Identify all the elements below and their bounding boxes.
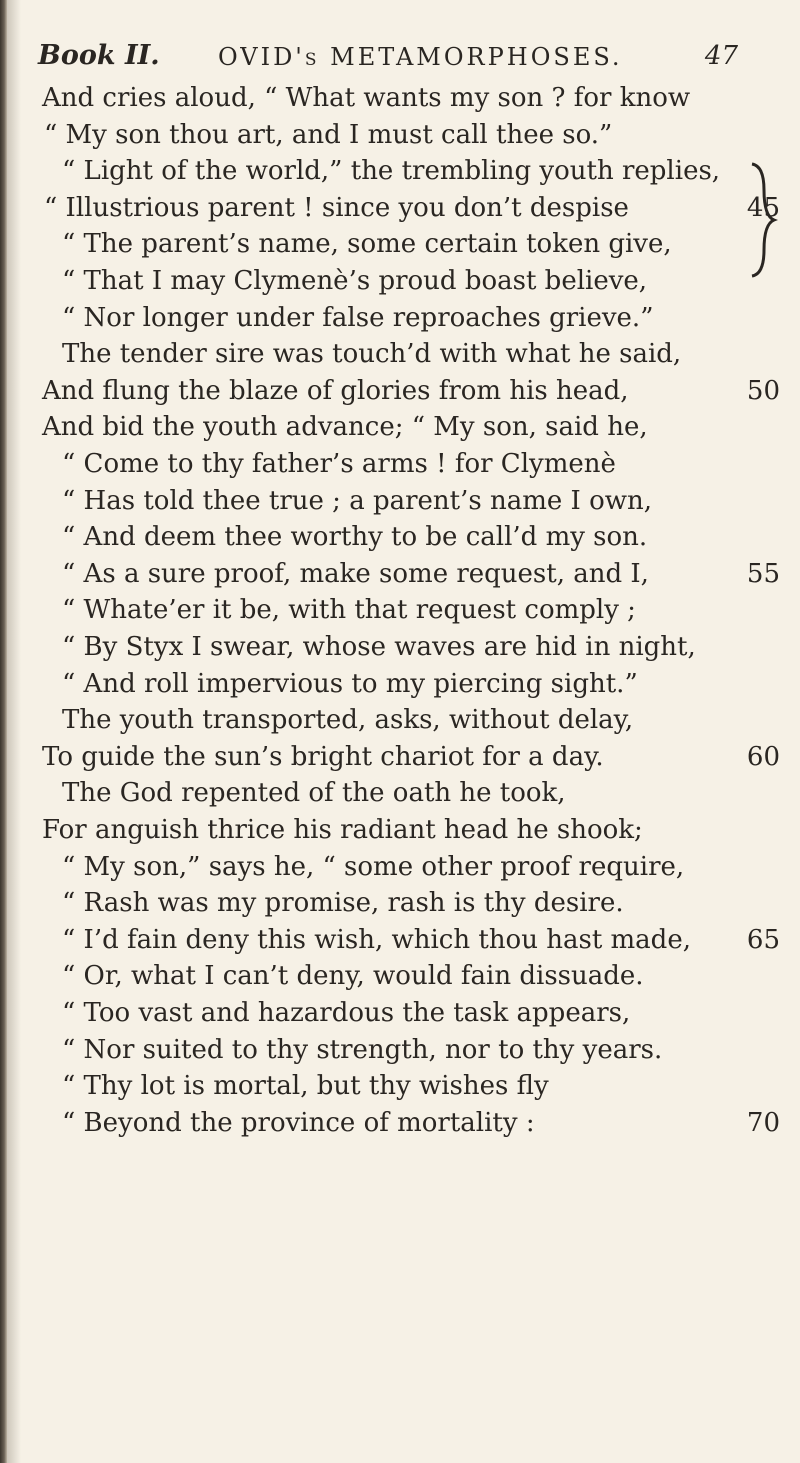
poem-line	[0, 775, 780, 811]
poem-line-text: “ Nor longer under false reproaches grieve.”	[62, 302, 654, 333]
poem-line	[0, 885, 780, 921]
poem-line	[0, 519, 780, 555]
line-number: 45	[746, 192, 780, 223]
poem-line-text: “ Beyond the province of mortality :	[62, 1107, 535, 1138]
poem-line-text: “ Thy lot is mortal, but thy wishes fly	[62, 1071, 549, 1102]
poem-line-text: “ Too vast and hazardous the task appears,	[62, 998, 631, 1028]
poem-line	[0, 666, 780, 702]
line-number: 70	[746, 1107, 780, 1138]
poem-line-text: “ My son,” says he, “ some other proof require,	[62, 851, 685, 882]
poem-line	[0, 812, 780, 848]
poem-line-text: “ Light of the world,” the trembling youth replies,	[62, 156, 721, 187]
poem-line	[0, 263, 780, 299]
poem-line-text: “ And roll impervious to my piercing sight.”	[62, 668, 638, 699]
poem-line-text: “ And deem thee worthy to be call’d my son.	[62, 522, 648, 553]
poem-line	[0, 702, 780, 738]
poem-line	[0, 117, 780, 153]
poem-line-text: “ Has told thee true ; a parent’s name I own,	[62, 485, 652, 516]
poem-line-text: “ Come to thy father’s arms ! for Clymenè	[62, 449, 616, 479]
poem-line-text: The tender sire was touch’d with what he said,	[62, 339, 682, 370]
line-number: 65	[746, 924, 780, 955]
poem-line	[0, 226, 780, 262]
poem-line-text: The youth transported, asks, without delay,	[62, 705, 634, 736]
poem-line	[0, 849, 780, 885]
poem-line	[0, 1068, 780, 1104]
book-label: Book II.	[38, 40, 160, 71]
poem-line	[0, 446, 780, 482]
page-number: 47	[704, 41, 738, 71]
poem-line	[0, 409, 780, 445]
poem-line	[0, 336, 780, 372]
poem-line-text: “ Or, what I can’t deny, would fain dissuade.	[62, 961, 644, 992]
poem-line-text: The God repented of the oath he took,	[62, 778, 566, 809]
poem-line-text: “ As a sure proof, make some request, and I,	[62, 558, 649, 589]
poem-line	[0, 592, 780, 628]
poem-line-text: And cries aloud, “ What wants my son ? for know	[42, 83, 691, 113]
running-title: OVID's METAMORPHOSES.	[218, 43, 623, 71]
poem-line	[0, 556, 780, 592]
poem-line-text: “ Nor suited to thy strength, nor to thy years.	[62, 1034, 663, 1065]
running-header	[38, 40, 738, 80]
poem-line	[0, 1105, 780, 1141]
poem-line-text: To guide the sun’s bright chariot for a day.	[42, 741, 604, 772]
poem-line-text: “ That I may Clymenè’s proud boast believe,	[62, 266, 648, 296]
poem-line-text: “ I’d fain deny this wish, which thou hast made,	[62, 924, 691, 955]
line-number: 50	[746, 375, 780, 406]
line-number: 60	[746, 741, 780, 772]
poem-line-text: And flung the blaze of glories from his head,	[42, 375, 629, 406]
poem-line	[0, 629, 780, 665]
poem-line	[0, 300, 780, 336]
poem-line-text: For anguish thrice his radiant head he shook;	[42, 815, 643, 845]
poem-line	[0, 739, 780, 775]
poem-line	[0, 958, 780, 994]
poem-line	[0, 153, 780, 189]
poem-line	[0, 80, 780, 116]
poem-line	[0, 190, 780, 226]
poem-line	[0, 1032, 780, 1068]
poem-line-text: And bid the youth advance; “ My son, said he,	[42, 412, 648, 443]
poem-line-text: “ Whate’er it be, with that request comply ;	[62, 595, 636, 626]
poem-line-text: “ Illustrious parent ! since you don’t despise	[44, 192, 629, 223]
poem-line-text: “ My son thou art, and I must call thee so.”	[44, 119, 613, 150]
poem-line	[0, 373, 780, 409]
poem-line-text: “ Rash was my promise, rash is thy desire.	[62, 888, 624, 919]
line-number: 55	[746, 558, 780, 589]
poem-line-text: “ By Styx I swear, whose waves are hid in night,	[62, 632, 696, 662]
poem-line	[0, 995, 780, 1031]
poem-line-text: “ The parent’s name, some certain token give,	[62, 229, 672, 260]
poem-line	[0, 922, 780, 958]
poem-line	[0, 483, 780, 519]
